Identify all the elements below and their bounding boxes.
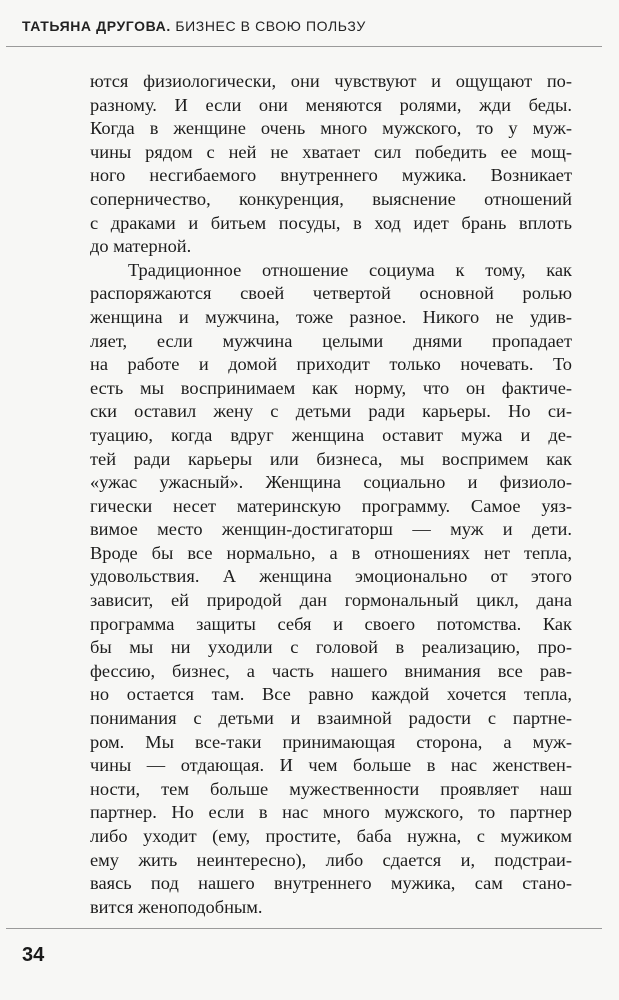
text-line: чины — отдающая. И чем больше в нас женствен- (90, 755, 572, 776)
text-line: Традиционное отношение социума к тому, как (128, 259, 572, 280)
text-line: бы мы ни уходили с головой в реализацию, про- (90, 637, 572, 658)
text-line: с драками и битьем посуды, в ход идет брань вплоть (90, 212, 572, 233)
text-line: Вроде бы все нормально, а в отношениях нет тепла, (90, 542, 572, 563)
running-head-author: ТАТЬЯНА ДРУГОВА. (22, 18, 171, 34)
text-line: Когда в женщине очень много мужского, то у муж- (90, 118, 572, 139)
paragraph-1 (90, 70, 572, 259)
text-line: на работе и домой приходит только ночевать. То (90, 354, 572, 375)
text-line: распоряжаются своей четвертой основной ролью (90, 283, 572, 304)
text-line: ему жить неинтересно), либо сдается и, подстраи- (90, 849, 572, 870)
text-line: партнер. Но если в нас много мужского, то партнер (90, 802, 572, 823)
running-head (22, 18, 602, 34)
text-line: тей ради карьеры или бизнеса, мы воспримем как (90, 448, 572, 469)
paragraph-2 (90, 259, 572, 920)
page-number: 34 (22, 944, 45, 966)
text-line: программа защиты себя и своего потомства. Как (90, 613, 572, 634)
text-line: вимое место женщин-достигаторш — муж и дети. (90, 519, 572, 540)
text-line: разному. И если они меняются ролями, жди беды. (90, 94, 572, 115)
text-line: ром. Мы все-таки принимающая сторона, а муж- (90, 731, 572, 752)
text-line: чины рядом с ней не хватает сил победить ее мощ- (90, 141, 572, 162)
text-line: соперничество, конкуренция, выяснение отношений (90, 188, 572, 209)
text-line: туацию, когда вдруг женщина оставит мужа и де- (90, 424, 572, 445)
body-text (90, 70, 572, 919)
text-line: удовольствия. А женщина эмоционально от этого (90, 566, 572, 587)
text-line: зависит, ей природой дан гормональный цикл, дана (90, 590, 572, 611)
text-line: ваясь под нашего внутреннего мужика, сам стано- (90, 873, 572, 894)
text-line: фессию, бизнес, а часть нашего внимания все рав- (90, 660, 572, 681)
text-line: но остается там. Все равно каждой хочется тепла, (90, 684, 572, 705)
text-line: либо уходит (ему, простите, баба нужна, с мужиком (90, 826, 572, 846)
running-head-title: БИЗНЕС В СВОЮ ПОЛЬЗУ (170, 18, 366, 34)
text-line: ются физиологически, они чувствуют и ощущают по- (90, 71, 572, 91)
text-line: ляет, если мужчина целыми днями пропадает (90, 330, 572, 351)
text-line: гически несет материнскую программу. Самое уяз- (90, 495, 572, 516)
text-line: вится женоподобным. (90, 896, 263, 917)
text-line: понимания с детьми и взаимной радости с партне- (90, 708, 572, 729)
text-line: «ужас ужасный». Женщина социально и физиоло- (90, 472, 572, 493)
text-line: до матерной. (90, 236, 192, 257)
header-rule (6, 46, 602, 47)
text-line: ски оставил жену с детьми ради карьеры. Но си- (90, 401, 572, 422)
text-line: женщина и мужчина, тоже разное. Никого не удив- (90, 306, 572, 327)
text-line: ного несгибаемого внутреннего мужика. Возникает (90, 165, 572, 186)
footer-rule (6, 928, 602, 929)
text-line: ности, тем больше мужественности проявляет наш (90, 778, 572, 799)
text-line: есть мы воспринимаем как норму, что он фактиче- (90, 377, 572, 398)
